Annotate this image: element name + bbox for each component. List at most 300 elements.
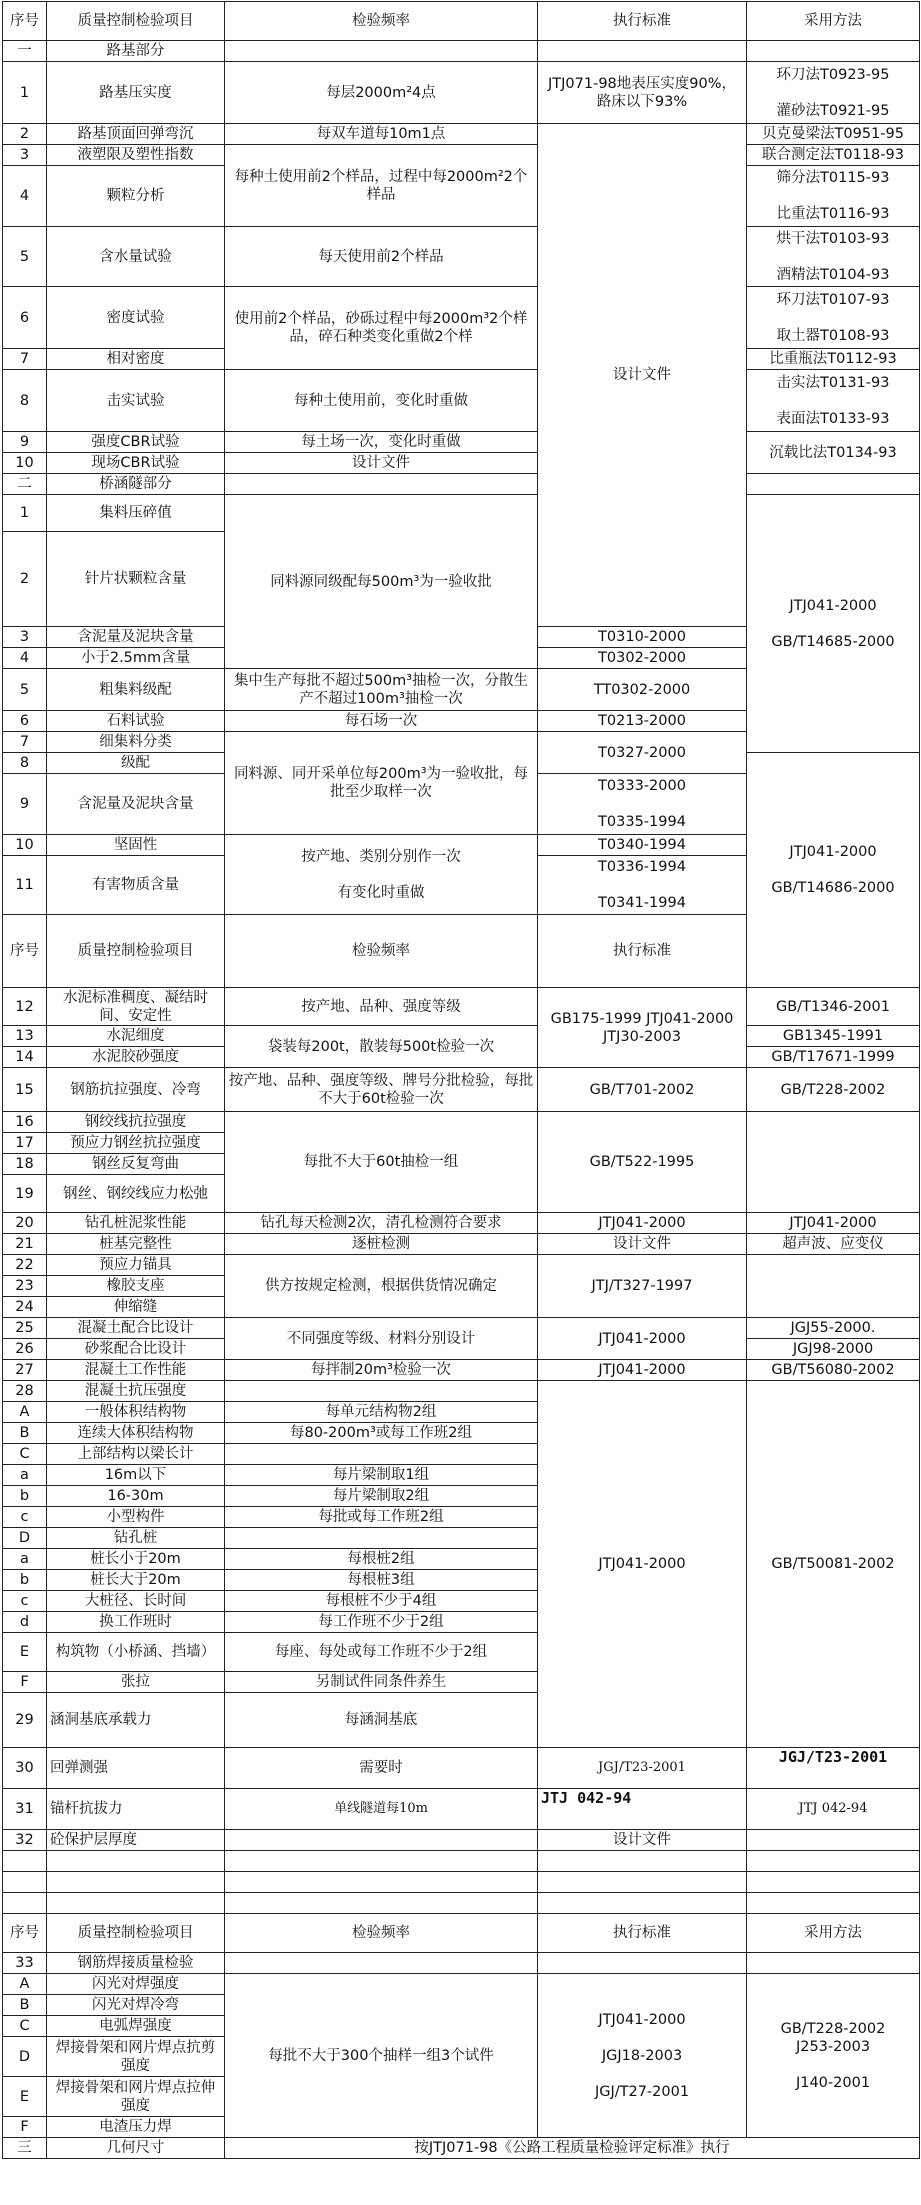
method-line: J140-2001: [795, 2074, 871, 2091]
row-no: 28: [3, 1381, 47, 1402]
row-item: 集料压碎值: [47, 495, 225, 532]
empty-cell: [747, 1830, 920, 1851]
header-std: 执行标准: [538, 2, 747, 41]
row-std: [747, 495, 920, 753]
table-row: [3, 1213, 920, 1234]
row-no: F: [3, 1672, 47, 1693]
row-item: 含泥量及泥块含量: [47, 627, 225, 648]
std-line: GB/T14685-2000: [771, 633, 895, 650]
row-no: C: [3, 1444, 47, 1465]
row-no: 30: [3, 1748, 47, 1789]
row-item: 混凝土配合比设计: [47, 1318, 225, 1339]
row-std: 设计文件: [538, 1234, 747, 1255]
table-header-row: [3, 1914, 920, 1953]
row-no: 2: [3, 532, 47, 627]
row-freq: 按产地、品种、强度等级、牌号分批检验，每批不大于60t检验一次: [225, 1068, 538, 1112]
row-no: A: [3, 1402, 47, 1423]
row-std: GB175-1999 JTJ041-2000 JTJ30-2003: [538, 988, 747, 1068]
row-no: C: [3, 2016, 47, 2037]
empty-cell: [225, 1444, 538, 1465]
table-row: [3, 432, 920, 453]
row-freq: 每片梁制取1组: [225, 1465, 538, 1486]
row-no: 2: [3, 124, 47, 145]
row-std: JTJ041-2000: [538, 1381, 747, 1748]
row-std: GB/T522-1995: [538, 1112, 747, 1213]
row-no: 17: [3, 1133, 47, 1154]
row-no: F: [3, 2117, 47, 2138]
header-freq: 检验频率: [225, 1914, 538, 1953]
row-item: 涵洞基底承载力: [47, 1693, 225, 1748]
section-row: [3, 2138, 920, 2159]
row-item: 橡胶支座: [47, 1276, 225, 1297]
row-method: T0310-2000: [538, 627, 747, 648]
row-item: 焊接骨架和网片焊点抗剪强度: [47, 2037, 225, 2077]
row-std: JTJ041-2000: [538, 1213, 747, 1234]
method-line: 比重法T0116-93: [776, 206, 890, 222]
row-method: JGJ55-2000.: [747, 1318, 920, 1339]
row-method: [747, 62, 920, 124]
row-item: 桩长大于20m: [47, 1570, 225, 1591]
table-row: [3, 145, 920, 166]
row-freq: 同料源、同开采单位每200m³为一验收批，每批至少取样一次: [225, 732, 538, 835]
section-row: [3, 474, 920, 495]
empty-cell: [747, 41, 920, 62]
row-item: 坚固性: [47, 835, 225, 856]
row-item: 粗集料级配: [47, 669, 225, 711]
row-std: JTJ/T327-1997: [538, 1255, 747, 1318]
row-no: c: [3, 1507, 47, 1528]
row-freq: 钻孔每天检测2次，清孔检测符合要求: [225, 1213, 538, 1234]
row-no: A: [3, 1974, 47, 1995]
method-line: 环刀法T0923-95: [776, 66, 890, 83]
row-method: GB1345-1991: [747, 1026, 920, 1047]
row-freq: 每根桩3组: [225, 1570, 538, 1591]
row-freq: 袋装每200t，散装每500t检验一次: [225, 1026, 538, 1068]
row-no: 9: [3, 432, 47, 453]
header-no: 序号: [3, 2, 47, 41]
row-freq: 另制试件同条件养生: [225, 1672, 538, 1693]
table-row: [3, 988, 920, 1026]
section-no: 一: [3, 41, 47, 62]
row-no: 4: [3, 166, 47, 227]
row-no: 4: [3, 648, 47, 669]
row-item: 钻孔桩: [47, 1528, 225, 1549]
row-no: 16: [3, 1112, 47, 1133]
freq-line: 有变化时重做: [337, 884, 425, 901]
empty-cell: [747, 1112, 920, 1213]
row-item: 上部结构以梁长计: [47, 1444, 225, 1465]
row-item: 预应力锚具: [47, 1255, 225, 1276]
header-std: 执行标准: [538, 915, 747, 988]
row-freq: 每层2000m²4点: [225, 62, 538, 124]
method-line: 取土器T0108-93: [776, 327, 890, 344]
row-freq: 供方按规定检测，根据供货情况确定: [225, 1255, 538, 1318]
empty-cell: [225, 1953, 538, 1974]
std-line: JTJ041-2000: [789, 597, 877, 614]
method-line: T0336-1994: [598, 859, 686, 875]
row-freq: 每批或每工作班2组: [225, 1507, 538, 1528]
row-no: 23: [3, 1276, 47, 1297]
row-no: 13: [3, 1026, 47, 1047]
row-method: [747, 227, 920, 287]
row-no: 6: [3, 711, 47, 732]
empty-cell: [538, 41, 747, 62]
row-method: 超声波、应变仪: [747, 1234, 920, 1255]
table-row: [3, 1974, 920, 1995]
method-line: 筛分法T0115-93: [776, 170, 890, 186]
row-no: 22: [3, 1255, 47, 1276]
section-no: 二: [3, 474, 47, 495]
row-no: 9: [3, 774, 47, 835]
method-line: T0335-1994: [598, 814, 686, 830]
row-freq: 需要时: [225, 1748, 538, 1789]
row-no: B: [3, 1995, 47, 2016]
table-row: [3, 287, 920, 349]
row-std: 设计文件: [538, 1830, 747, 1851]
row-no: 32: [3, 1830, 47, 1851]
row-method: GB/T228-2002: [747, 1068, 920, 1112]
row-no: c: [3, 1591, 47, 1612]
row-item: 砂浆配合比设计: [47, 1339, 225, 1360]
row-method: 联合测定法T0118-93: [747, 145, 920, 166]
empty-cell: [225, 1381, 538, 1402]
table-row: [3, 1026, 920, 1047]
row-method: [747, 1974, 920, 2138]
row-no: D: [3, 2037, 47, 2077]
row-freq: 同料源同级配每500m³为一验收批: [225, 495, 538, 669]
row-freq: 每石场一次: [225, 711, 538, 732]
row-item: 相对密度: [47, 349, 225, 370]
row-item: 构筑物（小桥涵、挡墙）: [47, 1633, 225, 1672]
table-row: [3, 1789, 920, 1830]
row-item: 路基压实度: [47, 62, 225, 124]
row-item: 石料试验: [47, 711, 225, 732]
row-no: 3: [3, 627, 47, 648]
table-row: [3, 1748, 920, 1789]
row-freq: 单线隧道每10m: [225, 1789, 538, 1830]
row-method: GB/T50081-2002: [747, 1381, 920, 1748]
row-item: 强度CBR试验: [47, 432, 225, 453]
row-note: 按JTJ071-98《公路工程质量检验评定标准》执行: [225, 2138, 920, 2159]
header-item: 质量控制检验项目: [47, 2, 225, 41]
row-method: 比重瓶法T0112-93: [747, 349, 920, 370]
table-row: [3, 495, 920, 532]
row-item: 路基顶面回弹弯沉: [47, 124, 225, 145]
row-freq: 设计文件: [225, 453, 538, 474]
row-method: GB/T56080-2002: [747, 1360, 920, 1381]
row-item: 伸缩缝: [47, 1297, 225, 1318]
row-std: JTJ 042-94: [538, 1789, 747, 1830]
std-line: JGJ18-2003: [601, 2047, 683, 2064]
row-no: 19: [3, 1175, 47, 1213]
row-no: 8: [3, 370, 47, 432]
row-no: 10: [3, 453, 47, 474]
method-line: 灌砂法T0921-95: [776, 102, 890, 119]
method-line: 环刀法T0107-93: [776, 291, 890, 308]
table-row: [3, 1381, 920, 1402]
row-item: 颗粒分析: [47, 166, 225, 227]
row-no: 24: [3, 1297, 47, 1318]
empty-cell: [225, 1528, 538, 1549]
row-method: JTJ 042-94: [747, 1789, 920, 1830]
table-row: [3, 1234, 920, 1255]
row-item: 回弹测强: [47, 1748, 225, 1789]
row-freq: 每根桩不少于4组: [225, 1591, 538, 1612]
header-std: 执行标准: [538, 1914, 747, 1953]
table-row: [3, 124, 920, 145]
row-method: 贝克曼梁法T0951-95: [747, 124, 920, 145]
header-method: 采用方法: [747, 1914, 920, 1953]
table-row: [3, 1953, 920, 1974]
row-method: [538, 774, 747, 835]
blank-row: [3, 1872, 920, 1893]
empty-cell: [747, 1255, 920, 1318]
method-line: 烘干法T0103-93: [776, 230, 890, 247]
row-item: 级配: [47, 753, 225, 774]
section-row: [3, 41, 920, 62]
row-item: 液塑限及塑性指数: [47, 145, 225, 166]
row-std: 设计文件: [538, 124, 747, 627]
row-freq: 每涵洞基底: [225, 1693, 538, 1748]
row-item: 大桩径、长时间: [47, 1591, 225, 1612]
header-freq: 检验频率: [225, 915, 538, 988]
row-item: 钢丝反复弯曲: [47, 1154, 225, 1175]
row-no: 12: [3, 988, 47, 1026]
row-freq: 每座、每处或每工作班不少于2组: [225, 1633, 538, 1672]
row-std: JTJ041-2000: [538, 1360, 747, 1381]
row-item: 桩长小于20m: [47, 1549, 225, 1570]
row-method: T0327-2000: [538, 732, 747, 774]
row-method: TT0302-2000: [538, 669, 747, 711]
blank-row: [3, 1893, 920, 1914]
row-no: 29: [3, 1693, 47, 1748]
row-freq: 每双车道每10m1点: [225, 124, 538, 145]
row-no: a: [3, 1549, 47, 1570]
row-std: JGJ/T23-2001: [538, 1748, 747, 1789]
row-no: 26: [3, 1339, 47, 1360]
row-item: 换工作班时: [47, 1612, 225, 1633]
row-item: 电渣压力焊: [47, 2117, 225, 2138]
row-no: 31: [3, 1789, 47, 1830]
row-std: [747, 753, 920, 988]
row-item: 水泥胶砂强度: [47, 1047, 225, 1068]
table-row: [3, 1112, 920, 1133]
quality-control-table: [2, 1, 920, 2159]
row-method: T0340-1994: [538, 835, 747, 856]
row-no: 27: [3, 1360, 47, 1381]
row-std: [538, 1974, 747, 2138]
row-item: 小于2.5mm含量: [47, 648, 225, 669]
row-no: 8: [3, 753, 47, 774]
row-freq: 每单元结构物2组: [225, 1402, 538, 1423]
row-no: 25: [3, 1318, 47, 1339]
row-freq: 按产地、品种、强度等级: [225, 988, 538, 1026]
row-freq: 集中生产每批不超过500m³抽检一次，分散生产不超过100m³抽检一次: [225, 669, 538, 711]
row-item: 16m以下: [47, 1465, 225, 1486]
row-item: 细集料分类: [47, 732, 225, 753]
row-freq: [225, 835, 538, 915]
row-method: [747, 370, 920, 432]
row-item: 一般体积结构物: [47, 1402, 225, 1423]
table-row: [3, 1360, 920, 1381]
row-no: 33: [3, 1953, 47, 1974]
row-freq: 每80-200m³或每工作班2组: [225, 1423, 538, 1444]
row-std: JTJ041-2000: [538, 1318, 747, 1360]
empty-cell: [225, 1830, 538, 1851]
row-item: 锚杆抗拔力: [47, 1789, 225, 1830]
row-item: 16-30m: [47, 1486, 225, 1507]
table-header-row: [3, 2, 920, 41]
table-row: [3, 1830, 920, 1851]
row-no: 7: [3, 732, 47, 753]
std-line: JTJ041-2000: [598, 2011, 686, 2028]
row-item: 密度试验: [47, 287, 225, 349]
row-item: 预应力钢丝抗拉强度: [47, 1133, 225, 1154]
row-std: JTJ071-98地表压实度90%，路床以下93%: [538, 62, 747, 124]
row-item: 钻孔桩泥浆性能: [47, 1213, 225, 1234]
section-no: 三: [3, 2138, 47, 2159]
row-item: 连续大体积结构物: [47, 1423, 225, 1444]
std-line: GB/T14686-2000: [771, 880, 895, 896]
row-item: 现场CBR试验: [47, 453, 225, 474]
row-no: 1: [3, 495, 47, 532]
row-freq: 每片梁制取2组: [225, 1486, 538, 1507]
row-no: 21: [3, 1234, 47, 1255]
row-std: GB/T701-2002: [538, 1068, 747, 1112]
row-no: 20: [3, 1213, 47, 1234]
row-item: 砼保护层厚度: [47, 1830, 225, 1851]
row-item: 混凝土工作性能: [47, 1360, 225, 1381]
method-line: T0341-1994: [598, 895, 686, 911]
row-freq: 每批不大于300个抽样一组3个试件: [225, 1974, 538, 2138]
row-item: 含水量试验: [47, 227, 225, 287]
row-item: 有害物质含量: [47, 856, 225, 915]
row-item: 闪光对焊冷弯: [47, 1995, 225, 2016]
empty-cell: [747, 1953, 920, 1974]
row-freq: 每拌制20m³检验一次: [225, 1360, 538, 1381]
row-item: 电弧焊强度: [47, 2016, 225, 2037]
row-method: T0302-2000: [538, 648, 747, 669]
row-method: 沉载比法T0134-93: [747, 432, 920, 474]
row-no: 11: [3, 856, 47, 915]
row-no: d: [3, 1612, 47, 1633]
row-no: B: [3, 1423, 47, 1444]
empty-cell: [747, 474, 920, 495]
row-no: 10: [3, 835, 47, 856]
header-no: 序号: [3, 915, 47, 988]
row-freq: 每根桩2组: [225, 1549, 538, 1570]
row-freq: 每种土使用前，变化时重做: [225, 370, 538, 432]
row-item: 钢绞线抗拉强度: [47, 1112, 225, 1133]
row-method: GB/T17671-1999: [747, 1047, 920, 1068]
section-title: 桥涵隧部分: [47, 474, 225, 495]
row-item: 闪光对焊强度: [47, 1974, 225, 1995]
row-item: 钢筋抗拉强度、冷弯: [47, 1068, 225, 1112]
row-no: E: [3, 1633, 47, 1672]
row-freq: 不同强度等级、材料分别设计: [225, 1318, 538, 1360]
row-method: JGJ/T23-2001: [747, 1748, 920, 1789]
table-row: [3, 370, 920, 432]
row-freq: 使用前2个样品，砂砾过程中每2000m³2个样品，碎石种类变化重做2个样: [225, 287, 538, 370]
row-item: 混凝土抗压强度: [47, 1381, 225, 1402]
row-no: 15: [3, 1068, 47, 1112]
row-method: [747, 166, 920, 227]
table-row: [3, 227, 920, 287]
empty-cell: [225, 41, 538, 62]
row-freq: 每土场一次，变化时重做: [225, 432, 538, 453]
row-no: 7: [3, 349, 47, 370]
table-row: [3, 1068, 920, 1112]
row-item: 水泥标准稠度、凝结时间、安定性: [47, 988, 225, 1026]
row-item: 桩基完整性: [47, 1234, 225, 1255]
method-line: 表面法T0133-93: [776, 410, 890, 427]
std-line: JTJ041-2000: [789, 844, 877, 860]
row-no: b: [3, 1486, 47, 1507]
row-no: 1: [3, 62, 47, 124]
row-method: [747, 287, 920, 349]
row-no: a: [3, 1465, 47, 1486]
section-title: 路基部分: [47, 41, 225, 62]
empty-cell: [538, 1953, 747, 1974]
header-freq: 检验频率: [225, 2, 538, 41]
row-item: 击实试验: [47, 370, 225, 432]
row-no: b: [3, 1570, 47, 1591]
std-line: JGJ/T27-2001: [594, 2083, 690, 2100]
table-row: [3, 1318, 920, 1339]
row-no: 14: [3, 1047, 47, 1068]
table-row: [3, 62, 920, 124]
row-method: [538, 856, 747, 915]
row-freq: 每天使用前2个样品: [225, 227, 538, 287]
header-item: 质量控制检验项目: [47, 915, 225, 988]
row-item: 钢丝、钢绞线应力松弛: [47, 1175, 225, 1213]
method-line: GB/T228-2002: [780, 2020, 886, 2037]
row-method: T0213-2000: [538, 711, 747, 732]
row-item: 小型构件: [47, 1507, 225, 1528]
row-freq: 逐桩检测: [225, 1234, 538, 1255]
row-method: JTJ041-2000: [747, 1213, 920, 1234]
row-no: D: [3, 1528, 47, 1549]
row-item: 几何尺寸: [47, 2138, 225, 2159]
method-line: T0333-2000: [598, 778, 686, 794]
row-item: 含泥量及泥块含量: [47, 774, 225, 835]
row-freq: 每种土使用前2个样品，过程中每2000m²2个样品: [225, 145, 538, 227]
empty-cell: [225, 474, 538, 495]
freq-line: 按产地、类别分别作一次: [301, 848, 461, 865]
row-item: 张拉: [47, 1672, 225, 1693]
header-no: 序号: [3, 1914, 47, 1953]
row-method: JGJ98-2000: [747, 1339, 920, 1360]
header-item: 质量控制检验项目: [47, 1914, 225, 1953]
header-method: 采用方法: [747, 2, 920, 41]
blank-row: [3, 1851, 920, 1872]
method-line: 酒精法T0104-93: [776, 266, 890, 283]
row-freq: 每工作班不少于2组: [225, 1612, 538, 1633]
row-no: E: [3, 2077, 47, 2117]
row-no: 3: [3, 145, 47, 166]
row-item: 钢筋焊接质量检验: [47, 1953, 225, 1974]
row-no: 6: [3, 287, 47, 349]
table-row: [3, 1255, 920, 1276]
row-no: 5: [3, 669, 47, 711]
row-no: 18: [3, 1154, 47, 1175]
row-method: GB/T1346-2001: [747, 988, 920, 1026]
row-item: 焊接骨架和网片焊点拉伸强度: [47, 2077, 225, 2117]
row-no: 5: [3, 227, 47, 287]
row-item: 针片状颗粒含量: [47, 532, 225, 627]
row-item: 水泥细度: [47, 1026, 225, 1047]
method-line: 击实法T0131-93: [776, 374, 890, 391]
